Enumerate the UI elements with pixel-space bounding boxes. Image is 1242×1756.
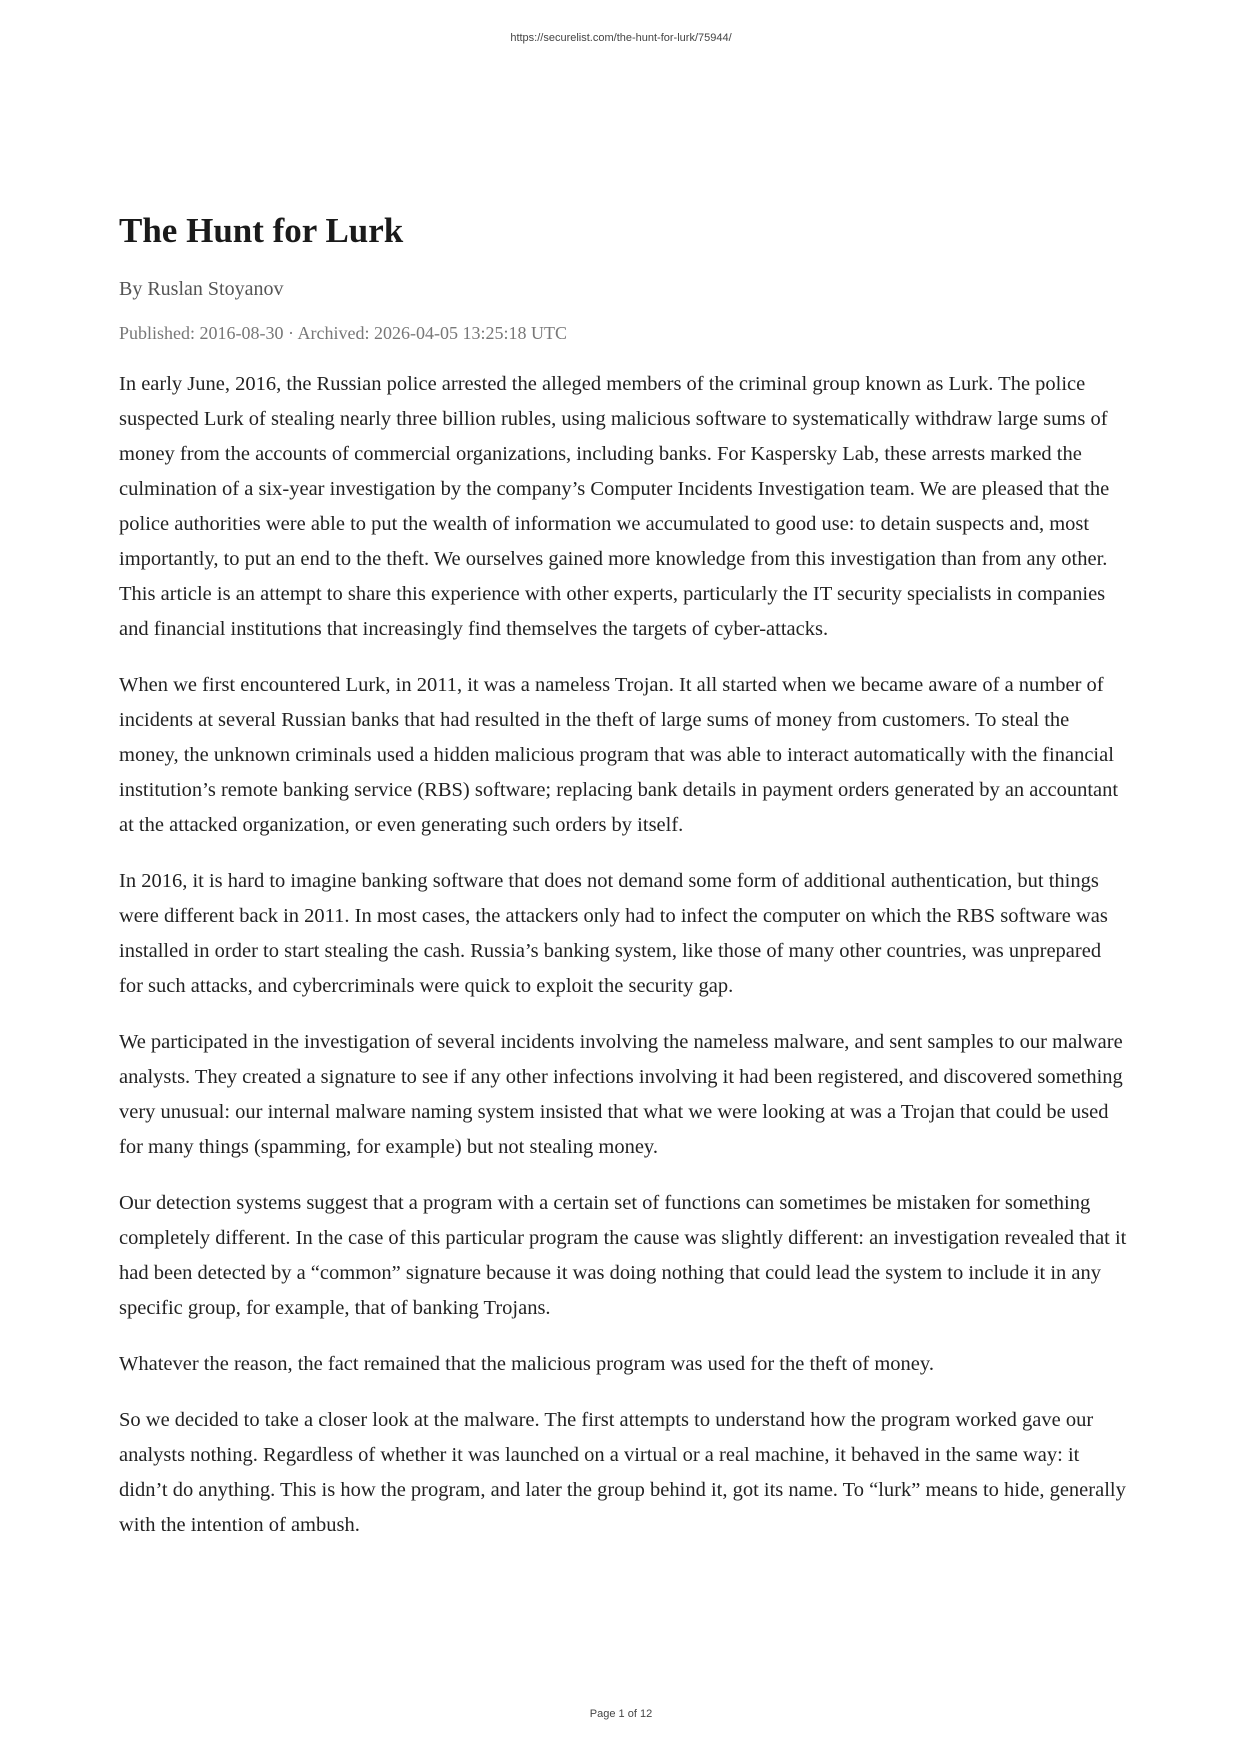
article-byline: By Ruslan Stoyanov [119,278,284,300]
article-meta: Published: 2016-08-30 · Archived: 2026-04-05 13:25:18 UTC [119,323,567,343]
paragraph: In early June, 2016, the Russian police arrested the alleged members of the criminal group known as Lurk. The police suspected Lurk of stealing nearly three billion rubles, using malicious software to systematically withdraw large sums of money from the accounts of commercial organizations, including banks. For Kaspersky Lab, these arrests marked the culmination of a six-year investigation by the company’s Computer Incidents Investigation team. We are pleased that the police authorities were able to put the wealth of information we accumulated to good use: to detain suspects and, most importantly, to put an end to the theft. We ourselves gained more knowledge from this investigation than from any other. This article is an attempt to share this experience with other experts, particularly the IT security specialists in companies and financial institutions that increasingly find themselves the targets of cyber-attacks. [119,373,1110,641]
paragraph: So we decided to take a closer look at the malware. The first attempts to understand how the program worked gave our analysts nothing. Regardless of whether it was launched on a virtual or a real machine, it behaved in the same way: it didn’t do anything. This is how the program, and later the group behind it, got its name. To “lurk” means to hide, generally with the intention of ambush. [119,1409,1126,1537]
paragraph: We participated in the investigation of several incidents involving the nameless malware, and sent samples to our malware analysts. They created a signature to see if any other infections involving it had been registered, and discovered something very unusual: our internal malware naming system insisted that what we were looking at was a Trojan that could be used for many things (spamming, for example) but not stealing money. [119,1031,1123,1159]
article-title: The Hunt for Lurk [119,211,404,250]
source-url: https://securelist.com/the-hunt-for-lurk/75944/ [510,32,732,44]
paragraph: Whatever the reason, the fact remained that the malicious program was used for the theft of money. [119,1353,934,1376]
paragraph: In 2016, it is hard to imagine banking software that does not demand some form of additional authentication, but things were different back in 2011. In most cases, the attackers only had to infect the computer on which the RBS software was installed in order to start stealing the cash. Russia’s banking system, like those of many other countries, was unprepared for such attacks, and cybercriminals were quick to exploit the security gap. [119,870,1108,998]
article [119,210,1129,1564]
paragraph: When we first encountered Lurk, in 2011, it was a nameless Trojan. It all started when we became aware of a number of incidents at several Russian banks that had resulted in the theft of large sums of money from customers. To steal the money, the unknown criminals used a hidden malicious program that was able to interact automatically with the financial institution’s remote banking service (RBS) software; replacing bank details in payment orders generated by an accountant at the attacked organization, or even generating such orders by itself. [119,674,1119,837]
paragraph: Our detection systems suggest that a program with a certain set of functions can sometimes be mistaken for something completely different. In the case of this particular program the cause was slightly different: an investigation revealed that it had been detected by a “common” signature because it was doing nothing that could lead the system to include it in any specific group, for example, that of banking Trojans. [119,1192,1127,1320]
page-number: Page 1 of 12 [589,1708,653,1720]
